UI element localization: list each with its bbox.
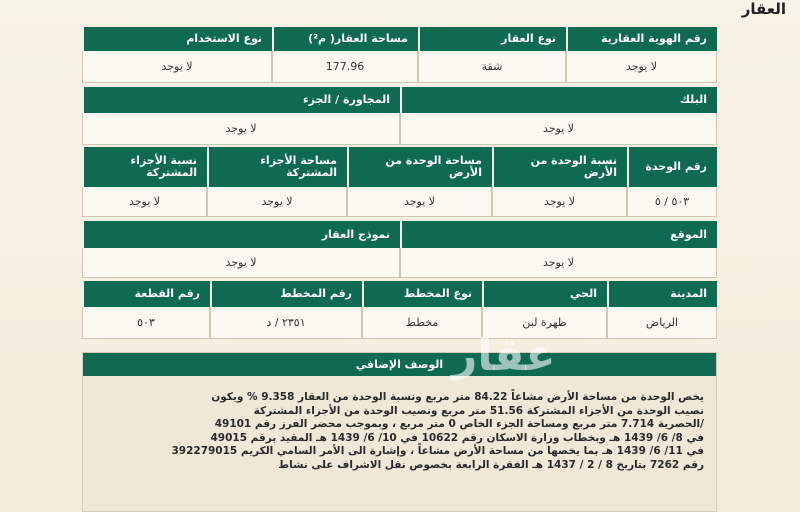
value-plot-number: ٥٠٣: [82, 307, 210, 339]
description-line: /الحصرية 7.714 متر مربع ومساحة الجزء الخاص 0 متر مربع ، وبموجب محضر الفرز رقم 49101: [214, 418, 704, 431]
header-property-area: مساحة العقار( م²): [272, 27, 418, 51]
value-unit-land-area: لا يوجد: [347, 187, 492, 217]
description-line: في 8/ 6/ 1439 هـ وبخطاب وزارة الاسكان رقم 10622 في 10/ 6/ 1439 هـ المقيد برقم 49015: [210, 431, 704, 444]
row3-values: [82, 187, 717, 217]
header-unit-number: رقم الوحدة: [627, 147, 717, 187]
row1-values: [82, 51, 717, 83]
header-district: الحي: [482, 281, 607, 307]
header-location: الموقع: [400, 221, 717, 248]
header-property-model: نموذج العقار: [82, 221, 400, 248]
header-unit-land-area: مساحة الوحدة من الأرض: [347, 147, 492, 187]
header-plot-number: رقم القطعة: [82, 281, 210, 307]
value-plan-type: مخطط: [362, 307, 482, 339]
description-line: في 11/ 6/ 1439 هـ بما يخصها من مساحة الأرض مشاعاً ، وإشارة الى الأمر السامي الكريم 392279015: [171, 445, 704, 458]
additional-description-title: الوصف الإضافي: [83, 353, 716, 376]
header-property-type: نوع العقار: [418, 27, 566, 51]
row4-header: [82, 221, 717, 248]
value-usage-type: لا يوجد: [82, 51, 272, 83]
header-common-ratio: نسبة الأجزاء المشتركة: [82, 147, 207, 187]
value-property-area: 177.96: [272, 51, 418, 83]
value-neighborhood-part: لا يوجد: [82, 113, 400, 145]
value-property-type: شقة: [418, 51, 566, 83]
value-common-ratio: لا يوجد: [82, 187, 207, 217]
row2-values: [82, 113, 717, 145]
row2-header: [82, 87, 717, 113]
aqar-watermark-logo: عقار: [452, 330, 556, 381]
header-city: المدينة: [607, 281, 717, 307]
section-title: العقار: [741, 0, 786, 18]
header-plan-type: نوع المخطط: [362, 281, 482, 307]
description-line: نصيب الوحدة من الأجزاء المشتركة 51.56 متر مربع ونصيب الوحدة من الأجزاء المشتركة: [253, 404, 704, 417]
additional-description-box: [82, 352, 717, 512]
row5-header: [82, 281, 717, 307]
value-city: الرياض: [607, 307, 717, 339]
header-usage-type: نوع الاستخدام: [82, 27, 272, 51]
value-block: لا يوجد: [400, 113, 717, 145]
header-neighborhood-part: المجاورة / الجزء: [82, 87, 400, 113]
value-unit-number: ٥٠٣ / ٥: [627, 187, 717, 217]
value-plan-number: ٢٣٥١ / د: [210, 307, 362, 339]
row1-header: [82, 27, 717, 51]
description-line: رقم 7262 بتاريخ 8 / 2 / 1437 هـ الفقرة الرابعة بخصوص نقل الاشراف على نشاط: [278, 458, 704, 471]
value-property-id: لا يوجد: [566, 51, 717, 83]
row4-values: [82, 248, 717, 278]
row3-header: [82, 147, 717, 187]
value-property-model: لا يوجد: [82, 248, 400, 278]
header-property-id: رقم الهوية العقارية: [566, 27, 717, 51]
row5-values: [82, 307, 717, 339]
header-common-area: مساحة الأجزاء المشتركة: [207, 147, 347, 187]
header-block: البلك: [400, 87, 717, 113]
header-plan-number: رقم المخطط: [210, 281, 362, 307]
value-location: لا يوجد: [400, 248, 717, 278]
value-common-area: لا يوجد: [207, 187, 347, 217]
additional-description-text: [93, 391, 704, 473]
value-unit-land-ratio: لا يوجد: [492, 187, 627, 217]
value-district: ظهرة لبن: [482, 307, 607, 339]
header-unit-land-ratio: نسبة الوحدة من الأرض: [492, 147, 627, 187]
description-line: يخص الوحدة من مساحة الأرض مشاعاً 84.22 متر مربع ونسبة الوحدة من العقار 9.358 % ويكون: [211, 391, 704, 403]
